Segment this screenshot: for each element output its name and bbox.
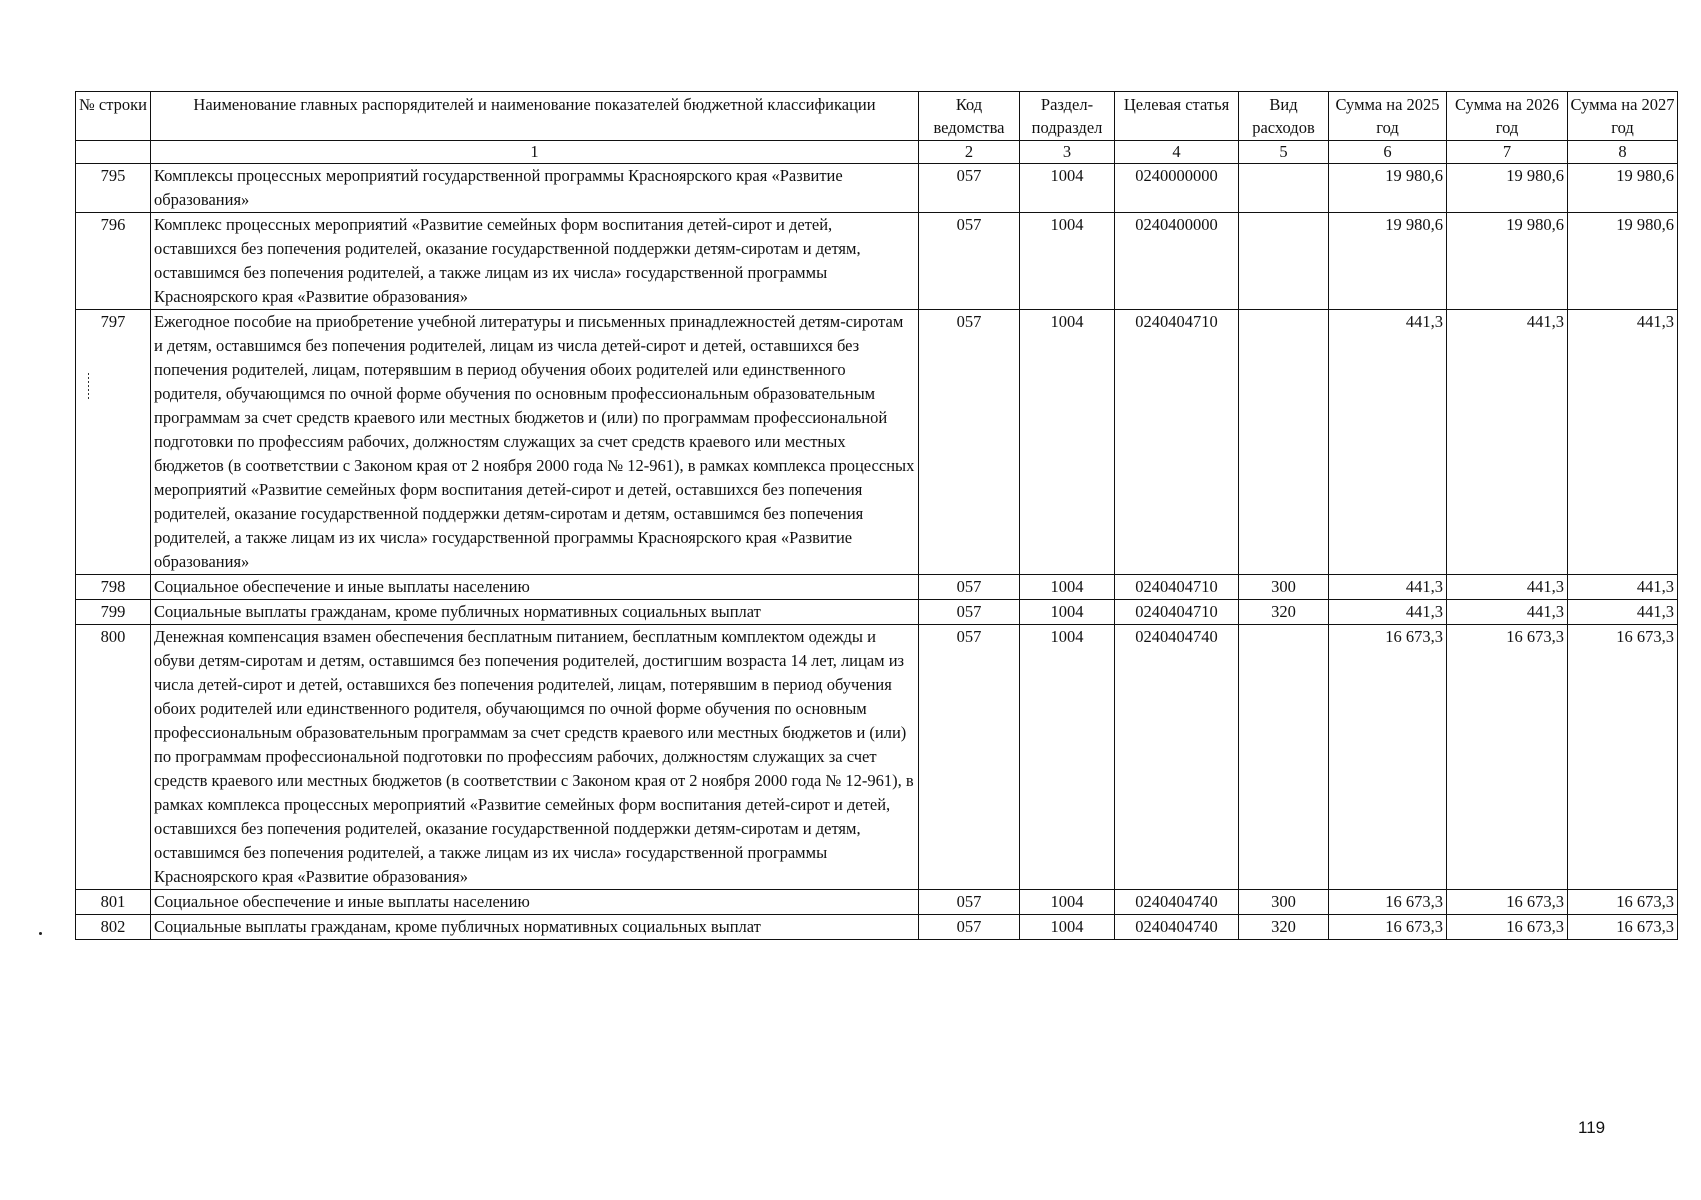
row-sum-2026: 441,3 (1447, 310, 1568, 575)
table-body (76, 164, 1678, 940)
row-name: Денежная компенсация взамен обеспечения бесплатным питанием, бесплатным комплектом одежды и обуви детям-сиротам и детям, оставшимся без попечения родителей, достигшим возраста 14 лет, лицам из числа детей-сирот и детей, оставшихся без попечения родителей, лицам, потерявшим в период обучения обоих родителей или единственного родителя, обучающимся по очной форме обучения по основным профессиональным образовательным программам за счет средств краевого или местных бюджетов и (или) по программам профессиональной подготовки по профессиям рабочих, должностям служащих за счет средств краевого или местных бюджетов (в соответствии с Законом края от 2 ноября 2000 года № 12-961), в рамках комплекса процессных мероприятий «Развитие семейных форм воспитания детей-сирот и детей, оставшихся без попечения родителей, оказание государственной поддержки детям-сиротам и детям, оставшимся без попечения родителей, а также лицам из их числа» государственной программы Красноярского края «Развитие образования» (151, 625, 919, 890)
row-name: Комплекс процессных мероприятий «Развитие семейных форм воспитания детей-сирот и детей, оставшихся без попечения родителей, оказание государственной поддержки детям-сиротам и детям, оставшимся без попечения родителей, а также лицам из их числа» государственной программы Красноярского края «Развитие образования» (151, 213, 919, 310)
row-sum-2027: 16 673,3 (1568, 625, 1678, 890)
row-number: 802 (76, 915, 151, 940)
header-sum-2026: Сумма на 2026 год (1447, 92, 1568, 141)
row-department-code: 057 (919, 600, 1020, 625)
row-number: 798 (76, 575, 151, 600)
row-target-article: 0240404710 (1115, 600, 1239, 625)
header-name: Наименование главных распорядителей и наименование показателей бюджетной классификации (151, 92, 919, 141)
row-section: 1004 (1020, 164, 1115, 213)
row-name: Социальные выплаты гражданам, кроме публичных нормативных социальных выплат (151, 915, 919, 940)
column-number-blank (76, 141, 151, 164)
header-sum-2025: Сумма на 2025 год (1329, 92, 1447, 141)
header-row (76, 92, 1678, 141)
row-target-article: 0240404740 (1115, 625, 1239, 890)
row-name: Социальные выплаты гражданам, кроме публичных нормативных социальных выплат (151, 600, 919, 625)
table-header (76, 92, 1678, 164)
column-number: 4 (1115, 141, 1239, 164)
header-section: Раздел-подраздел (1020, 92, 1115, 141)
budget-table (75, 91, 1678, 940)
column-number: 6 (1329, 141, 1447, 164)
row-sum-2026: 441,3 (1447, 575, 1568, 600)
row-sum-2027: 19 980,6 (1568, 164, 1678, 213)
row-sum-2026: 19 980,6 (1447, 213, 1568, 310)
row-sum-2027: 19 980,6 (1568, 213, 1678, 310)
row-name: Ежегодное пособие на приобретение учебной литературы и письменных принадлежностей детям-сиротам и детям, оставшимся без попечения родителей, лицам из числа детей-сирот и детей, оставшихся без попечения родителей, лицам, потерявшим в период обучения обоих родителей или единственного родителя, обучающимся по очной форме обучения по основным профессиональным образовательным программам за счет средств краевого или местных бюджетов и (или) по программам профессиональной подготовки по профессиям рабочих, должностям служащих за счет средств краевого или местных бюджетов (в соответствии с Законом края от 2 ноября 2000 года № 12-961), в рамках комплекса процессных мероприятий «Развитие семейных форм воспитания детей-сирот и детей, оставшихся без попечения родителей, оказание государственной поддержки детям-сиротам и детям, оставшимся без попечения родителей, а также лицам из их числа» государственной программы Красноярского края «Развитие образования» (151, 310, 919, 575)
row-expense-type: 320 (1239, 600, 1329, 625)
header-department-code: Код ведомства (919, 92, 1020, 141)
header-sum-2027: Сумма на 2027 год (1568, 92, 1678, 141)
column-number: 3 (1020, 141, 1115, 164)
header-row-number: № строки (76, 92, 151, 141)
row-number: 796 (76, 213, 151, 310)
row-number: 797 (76, 310, 151, 575)
row-sum-2025: 16 673,3 (1329, 625, 1447, 890)
table-row (76, 575, 1678, 600)
column-number: 2 (919, 141, 1020, 164)
row-sum-2025: 441,3 (1329, 575, 1447, 600)
row-expense-type: 300 (1239, 575, 1329, 600)
row-section: 1004 (1020, 625, 1115, 890)
table-row (76, 310, 1678, 575)
header-expense-type: Вид расходов (1239, 92, 1329, 141)
row-name: Социальное обеспечение и иные выплаты населению (151, 575, 919, 600)
row-expense-type: 300 (1239, 890, 1329, 915)
row-sum-2025: 19 980,6 (1329, 164, 1447, 213)
table-row (76, 625, 1678, 890)
row-section: 1004 (1020, 915, 1115, 940)
table-row (76, 890, 1678, 915)
row-sum-2025: 19 980,6 (1329, 213, 1447, 310)
row-expense-type (1239, 164, 1329, 213)
row-section: 1004 (1020, 213, 1115, 310)
table-row (76, 164, 1678, 213)
row-number: 795 (76, 164, 151, 213)
table-row (76, 915, 1678, 940)
row-expense-type (1239, 310, 1329, 575)
row-sum-2027: 441,3 (1568, 600, 1678, 625)
row-department-code: 057 (919, 310, 1020, 575)
row-section: 1004 (1020, 600, 1115, 625)
row-expense-type (1239, 213, 1329, 310)
row-sum-2026: 16 673,3 (1447, 915, 1568, 940)
row-section: 1004 (1020, 575, 1115, 600)
row-department-code: 057 (919, 164, 1020, 213)
row-sum-2026: 16 673,3 (1447, 890, 1568, 915)
row-sum-2025: 441,3 (1329, 600, 1447, 625)
row-department-code: 057 (919, 625, 1020, 890)
row-target-article: 0240400000 (1115, 213, 1239, 310)
row-sum-2026: 16 673,3 (1447, 625, 1568, 890)
row-sum-2027: 16 673,3 (1568, 915, 1678, 940)
row-number: 799 (76, 600, 151, 625)
row-name: Комплексы процессных мероприятий государственной программы Красноярского края «Развитие образования» (151, 164, 919, 213)
scan-artifact-dot (39, 932, 42, 935)
row-sum-2026: 441,3 (1447, 600, 1568, 625)
row-target-article: 0240404740 (1115, 890, 1239, 915)
row-expense-type: 320 (1239, 915, 1329, 940)
row-target-article: 0240404710 (1115, 575, 1239, 600)
row-sum-2025: 16 673,3 (1329, 915, 1447, 940)
row-target-article: 0240000000 (1115, 164, 1239, 213)
column-number: 1 (151, 141, 919, 164)
row-sum-2025: 441,3 (1329, 310, 1447, 575)
row-number: 801 (76, 890, 151, 915)
row-name: Социальное обеспечение и иные выплаты населению (151, 890, 919, 915)
row-sum-2027: 441,3 (1568, 575, 1678, 600)
row-target-article: 0240404710 (1115, 310, 1239, 575)
column-number: 5 (1239, 141, 1329, 164)
row-target-article: 0240404740 (1115, 915, 1239, 940)
row-section: 1004 (1020, 310, 1115, 575)
table-row (76, 600, 1678, 625)
column-number: 7 (1447, 141, 1568, 164)
row-department-code: 057 (919, 575, 1020, 600)
column-numbers-row (76, 141, 1678, 164)
column-number: 8 (1568, 141, 1678, 164)
row-department-code: 057 (919, 213, 1020, 310)
scan-artifact-dotted-line (88, 373, 89, 401)
row-sum-2025: 16 673,3 (1329, 890, 1447, 915)
row-sum-2027: 16 673,3 (1568, 890, 1678, 915)
row-department-code: 057 (919, 915, 1020, 940)
row-sum-2026: 19 980,6 (1447, 164, 1568, 213)
row-expense-type (1239, 625, 1329, 890)
row-sum-2027: 441,3 (1568, 310, 1678, 575)
row-number: 800 (76, 625, 151, 890)
row-section: 1004 (1020, 890, 1115, 915)
row-department-code: 057 (919, 890, 1020, 915)
page-number: 119 (1578, 1118, 1606, 1137)
header-target-article: Целевая статья (1115, 92, 1239, 141)
table-row (76, 213, 1678, 310)
